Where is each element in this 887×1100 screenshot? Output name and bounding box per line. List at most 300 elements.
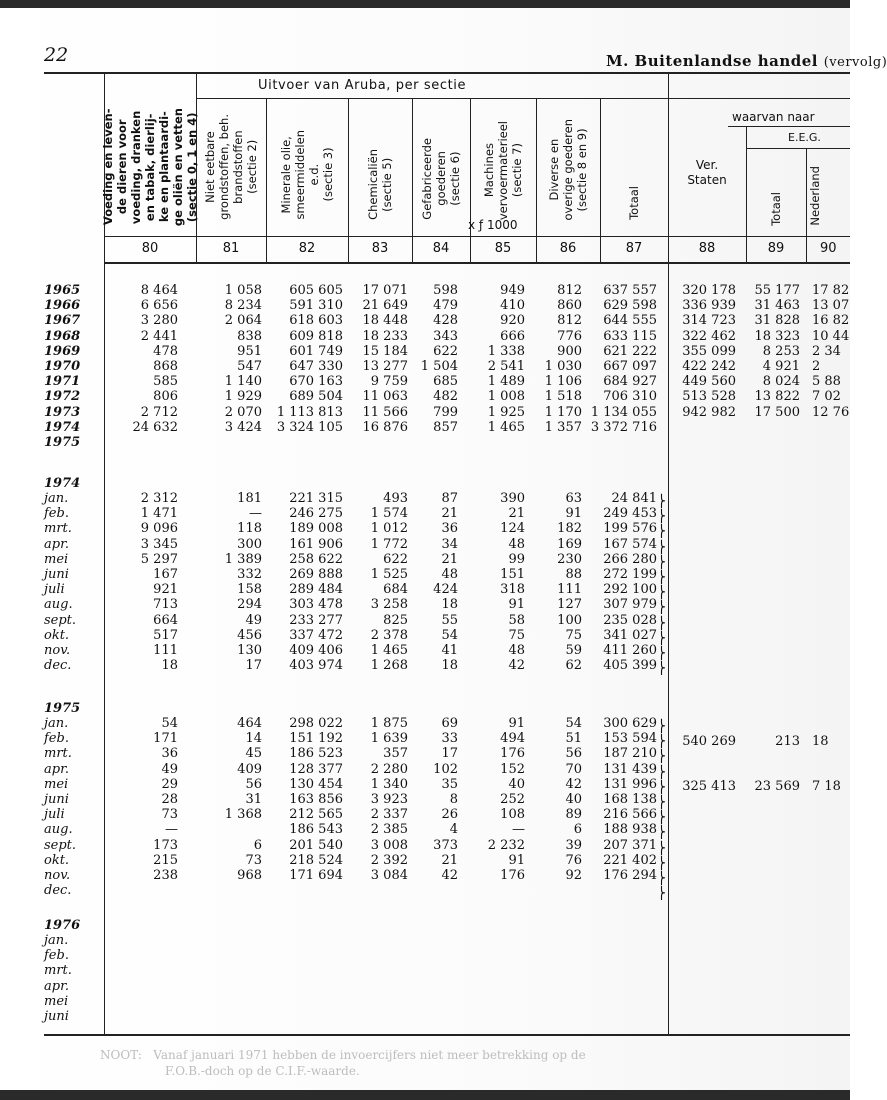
col-number-84: 84 — [432, 241, 450, 256]
month-cell: 39 — [565, 837, 582, 853]
annual-cell: 16 876 — [362, 419, 408, 435]
month-cell: 127 — [557, 597, 582, 613]
col-80-header — [101, 78, 199, 226]
month-cell: 493 — [383, 491, 408, 506]
col-number-89: 89 — [767, 241, 785, 256]
annual-cell: 1 140 — [224, 374, 262, 390]
brace-mark: ⎬ — [657, 554, 666, 569]
month-row-label: sept. — [44, 612, 77, 628]
annual-row-label: 1965 — [44, 283, 81, 298]
month-cell: 1 471 — [140, 506, 178, 522]
month-cell: 76 — [565, 852, 582, 868]
annual-cell: 31 463 — [754, 298, 800, 314]
column-number-bottom-rule — [104, 262, 850, 264]
annual-cell: 949 — [500, 283, 525, 298]
month-cell: 1 340 — [370, 776, 408, 792]
annual-cell: 666 — [500, 328, 525, 344]
month-cell: 152 — [500, 761, 525, 777]
annual-cell: 9 759 — [370, 374, 408, 390]
month-cell: 921 — [153, 582, 178, 598]
month-cell: 1 875 — [370, 716, 408, 731]
month-cell: 2 337 — [370, 807, 408, 823]
month-row-label: mei — [44, 551, 69, 567]
month-cell: 252 — [500, 792, 525, 807]
annual-cell: 1 518 — [544, 389, 582, 405]
month-cell: 456 — [237, 627, 262, 643]
month-cell: 292 100 — [603, 582, 657, 598]
month-cell: 87 — [441, 491, 458, 506]
month-cell: 968 — [237, 868, 262, 883]
waarvan-header: waarvan naar — [732, 110, 815, 124]
month-cell: 409 406 — [289, 643, 343, 658]
quarter-total-cell: 7 18 — [812, 779, 841, 794]
annual-cell: 1 465 — [487, 419, 525, 435]
month-cell: 188 938 — [603, 822, 657, 838]
month-cell: 48 — [508, 536, 525, 552]
brace-mark: ⎬ — [657, 779, 666, 794]
annual-cell: 670 163 — [289, 374, 343, 390]
month-row-label: mrt. — [44, 521, 72, 537]
month-row-label: jan. — [44, 491, 69, 506]
brace-mark: ⎬ — [657, 810, 666, 825]
month-cell: 1 772 — [370, 536, 408, 552]
annual-cell: 806 — [153, 389, 178, 405]
month-cell: 31 — [245, 792, 262, 807]
annual-cell: 10 44 — [812, 328, 850, 344]
month-cell: 158 — [237, 582, 262, 598]
annual-cell: 18 233 — [362, 328, 408, 344]
month-cell: 216 566 — [603, 807, 657, 823]
quarter-total-cell: 18 — [812, 734, 829, 749]
group-title-rule — [196, 98, 850, 99]
annual-cell: 428 — [433, 313, 458, 329]
annual-cell: 422 242 — [682, 359, 736, 374]
month-row-label: apr. — [44, 536, 69, 552]
month-cell: 59 — [565, 643, 582, 658]
annual-cell: 410 — [500, 298, 525, 314]
month-cell: 221 402 — [603, 852, 657, 868]
month-cell: 341 027 — [603, 627, 657, 643]
annual-cell: 706 310 — [603, 389, 657, 405]
annual-cell: 8 464 — [140, 283, 178, 298]
annual-cell: 11 063 — [362, 389, 408, 405]
month-cell: 42 — [441, 868, 458, 883]
month-cell: 40 — [565, 792, 582, 807]
annual-cell: 3 424 — [224, 419, 262, 435]
annual-cell: 17 82 — [812, 283, 850, 298]
annual-cell: 689 504 — [289, 389, 343, 405]
month-cell: 88 — [565, 567, 582, 582]
brace-mark: ⎬ — [657, 871, 666, 886]
annual-cell: 609 818 — [289, 328, 343, 344]
month-cell: 161 906 — [289, 536, 343, 552]
month-cell: 131 996 — [603, 776, 657, 792]
month-cell: 8 — [449, 792, 458, 807]
annual-row-label: 1969 — [44, 343, 81, 359]
annual-cell: 3 280 — [140, 313, 178, 329]
col-number-86: 86 — [559, 241, 577, 256]
month-cell: 171 694 — [289, 868, 343, 883]
annual-cell: 812 — [557, 313, 582, 329]
annual-cell: 355 099 — [682, 343, 736, 359]
month-cell: 171 — [153, 731, 178, 747]
month-cell: 18 — [441, 658, 458, 674]
month-cell: 131 439 — [603, 761, 657, 777]
note-text-1: Vanaf januari 1971 hebben de invoercijfers niet meer betrekking op de — [153, 1048, 586, 1062]
annual-cell: 622 — [433, 343, 458, 359]
month-cell: 249 453 — [603, 506, 657, 522]
month-cell: 2 232 — [487, 837, 525, 853]
brace-mark: ⎬ — [657, 600, 666, 615]
quarter-total-cell: 540 269 — [682, 734, 736, 749]
annual-row-label: 1972 — [44, 389, 81, 405]
col-number-81: 81 — [222, 241, 240, 256]
scan-top-edge — [0, 0, 850, 8]
month-cell: 424 — [433, 582, 458, 598]
month-cell: 24 841 — [611, 491, 657, 506]
annual-cell: 2 541 — [487, 359, 525, 374]
month-cell: 176 — [500, 746, 525, 762]
annual-cell: 449 560 — [682, 374, 736, 390]
month-cell: 36 — [441, 521, 458, 537]
annual-cell: 18 323 — [754, 328, 800, 344]
annual-cell: 479 — [433, 298, 458, 314]
month-cell: 102 — [433, 761, 458, 777]
month-cell: 56 — [565, 746, 582, 762]
annual-cell: 2 — [812, 359, 821, 374]
month-row-label: mei — [44, 776, 69, 792]
month-cell: 173 — [153, 837, 178, 853]
col-87-label: Totaal — [627, 186, 641, 220]
month-cell: 5 297 — [140, 551, 178, 567]
col-rule-87 — [668, 72, 669, 1035]
month-cell: 207 371 — [603, 837, 657, 853]
annual-cell: 1 008 — [487, 389, 525, 405]
annual-row-label: 1970 — [44, 359, 81, 374]
month-cell: 21 — [441, 551, 458, 567]
month-cell: 18 — [441, 597, 458, 613]
month-row-label: juli — [44, 582, 65, 598]
month-cell: 2 378 — [370, 627, 408, 643]
annual-cell: 55 177 — [754, 283, 800, 298]
annual-cell: 314 723 — [682, 313, 736, 329]
month-cell: 684 — [383, 582, 408, 598]
month-cell: 111 — [557, 582, 582, 598]
month-cell: 622 — [383, 551, 408, 567]
col-85-label: Machines vervoermaterieel (sectie 7) — [482, 120, 524, 220]
month-cell: 36 — [161, 746, 178, 762]
col-number-83: 83 — [371, 241, 389, 256]
brace-mark: ⎬ — [657, 509, 666, 524]
col-86-header — [536, 100, 600, 220]
brace-mark: ⎬ — [657, 734, 666, 749]
month-row-label: nov. — [44, 643, 71, 658]
annual-cell: 857 — [433, 419, 458, 435]
scan-bottom-edge — [0, 1090, 850, 1100]
month-cell: 664 — [153, 612, 178, 628]
annual-cell: 13 277 — [362, 359, 408, 374]
month-cell: 1 368 — [224, 807, 262, 823]
month-cell: 91 — [565, 506, 582, 522]
brace-mark: ⎬ — [657, 855, 666, 870]
month-cell: 54 — [565, 716, 582, 731]
month-cell: 92 — [565, 868, 582, 883]
annual-cell: 336 939 — [682, 298, 736, 314]
month-cell: 294 — [237, 597, 262, 613]
month-cell: 26 — [441, 807, 458, 823]
group-title: Uitvoer van Aruba, per sectie — [258, 78, 467, 93]
annual-cell: 585 — [153, 374, 178, 390]
month-cell: 48 — [508, 643, 525, 658]
annual-row-label: 1968 — [44, 328, 81, 344]
month-cell: 51 — [565, 731, 582, 747]
month-cell: 54 — [441, 627, 458, 643]
quarter-total-cell: 23 569 — [754, 779, 800, 794]
annual-cell: 799 — [433, 404, 458, 420]
annual-cell: 11 566 — [362, 404, 408, 420]
annual-cell: 1 170 — [544, 404, 582, 420]
month-cell: 91 — [508, 597, 525, 613]
column-number-top-rule — [104, 236, 850, 237]
month-cell: 186 543 — [289, 822, 343, 838]
month-cell: 168 138 — [603, 792, 657, 807]
month-row-label: apr. — [44, 761, 69, 777]
month-cell: 73 — [245, 852, 262, 868]
month-cell: 21 — [508, 506, 525, 522]
month-cell: 58 — [508, 612, 525, 628]
month-cell: 409 — [237, 761, 262, 777]
col-83-label: Chemicaliën (sectie 5) — [366, 149, 394, 220]
month-cell: 6 — [573, 822, 582, 838]
month-cell: 33 — [441, 731, 458, 747]
month-row-label: feb. — [44, 506, 69, 522]
annual-cell: 618 603 — [289, 313, 343, 329]
month-row-label: juni — [44, 567, 69, 582]
annual-cell: 685 — [433, 374, 458, 390]
col-87-header — [600, 100, 668, 220]
month-cell: 151 — [500, 567, 525, 582]
month-cell: 1 012 — [370, 521, 408, 537]
month-cell: 6 — [253, 837, 262, 853]
month-cell: 464 — [237, 716, 262, 731]
annual-cell: 1 504 — [420, 359, 458, 374]
month-cell: 186 523 — [289, 746, 343, 762]
month-row-label: juni — [44, 792, 69, 807]
col-88-label: Ver. Staten — [687, 158, 727, 187]
month-cell: — — [249, 506, 262, 522]
month-row-label: mei — [44, 993, 69, 1009]
month-cell: 163 856 — [289, 792, 343, 807]
month-row-label: dec. — [44, 658, 72, 674]
month-row-label: dec. — [44, 883, 72, 899]
month-cell: 29 — [161, 776, 178, 792]
note-line-2: F.O.B.-doch op de C.I.F.-waarde. — [165, 1064, 360, 1078]
month-cell: 91 — [508, 852, 525, 868]
month-cell: 2 312 — [140, 491, 178, 506]
month-cell: 49 — [161, 761, 178, 777]
annual-cell: 16 82 — [812, 313, 850, 329]
annual-cell: 21 649 — [362, 298, 408, 314]
month-cell: 2 392 — [370, 852, 408, 868]
month-cell: 337 472 — [289, 627, 343, 643]
month-cell: 100 — [557, 612, 582, 628]
annual-cell: 547 — [237, 359, 262, 374]
month-cell: 41 — [441, 643, 458, 658]
annual-cell: 1 357 — [544, 419, 582, 435]
annual-cell: 1 113 813 — [276, 404, 343, 420]
col-83-header — [348, 100, 412, 220]
month-cell: 303 478 — [289, 597, 343, 613]
year-block-1974-label: 1974 — [44, 476, 81, 491]
month-cell: 14 — [245, 731, 262, 747]
col-number-87: 87 — [625, 241, 643, 256]
col-number-80: 80 — [141, 241, 159, 256]
annual-cell: 3 324 105 — [276, 419, 343, 435]
brace-mark: ⎬ — [657, 539, 666, 554]
col-85-header — [470, 100, 536, 220]
month-cell: 54 — [161, 716, 178, 731]
col-89-header — [746, 150, 806, 226]
annual-cell: 1 925 — [487, 404, 525, 420]
month-cell: 28 — [161, 792, 178, 807]
annual-cell: 601 749 — [289, 343, 343, 359]
month-cell: 825 — [383, 612, 408, 628]
month-cell: 48 — [441, 567, 458, 582]
annual-cell: 7 02 — [812, 389, 841, 405]
month-row-label: feb. — [44, 948, 69, 964]
month-cell: 390 — [500, 491, 525, 506]
section-title-suffix: (vervolg) — [823, 55, 887, 70]
annual-cell: 621 222 — [603, 343, 657, 359]
annual-cell: 24 632 — [132, 419, 178, 435]
col-number-82: 82 — [298, 241, 316, 256]
month-cell: 89 — [565, 807, 582, 823]
month-row-label: okt. — [44, 852, 70, 868]
col-90-header — [808, 150, 850, 226]
annual-cell: 776 — [557, 328, 582, 344]
brace-mark: ⎬ — [657, 585, 666, 600]
month-cell: 3 345 — [140, 536, 178, 552]
month-row-label: jan. — [44, 933, 69, 948]
month-row-label: feb. — [44, 731, 69, 747]
annual-cell: 838 — [237, 328, 262, 344]
col-number-85: 85 — [494, 241, 512, 256]
month-row-label: jan. — [44, 716, 69, 731]
eeg-rule — [746, 148, 850, 149]
month-cell: 181 — [237, 491, 262, 506]
brace-mark: ⎬ — [657, 646, 666, 661]
month-cell: 130 — [237, 643, 262, 658]
month-cell: 201 540 — [289, 837, 343, 853]
month-cell: 4 — [449, 822, 458, 838]
annual-cell: 812 — [557, 283, 582, 298]
annual-cell: 2 34 — [812, 343, 841, 359]
brace-mark: ⎬ — [657, 886, 666, 901]
month-cell: 1 574 — [370, 506, 408, 522]
annual-cell: 478 — [153, 343, 178, 359]
annual-cell: 951 — [237, 343, 262, 359]
annual-cell: 1 489 — [487, 374, 525, 390]
month-row-label: aug. — [44, 597, 73, 613]
month-cell: 118 — [237, 521, 262, 537]
month-cell: 300 629 — [603, 716, 657, 731]
brace-mark: ⎬ — [657, 661, 666, 676]
month-row-label: mrt. — [44, 746, 72, 762]
month-cell: 91 — [508, 716, 525, 731]
page-number: 22 — [44, 44, 69, 66]
col-84-label: Gefabriceerde goederen (sectie 6) — [420, 138, 462, 220]
annual-cell: 1 338 — [487, 343, 525, 359]
annual-cell: 637 557 — [603, 283, 657, 298]
quarter-total-cell: 325 413 — [682, 779, 736, 794]
month-cell: 2 280 — [370, 761, 408, 777]
month-cell: 713 — [153, 597, 178, 613]
month-cell: 17 — [245, 658, 262, 674]
col-82-header — [266, 100, 348, 220]
month-row-label: juli — [44, 807, 65, 823]
annual-cell: 4 921 — [762, 359, 800, 374]
month-cell: 167 574 — [603, 536, 657, 552]
month-cell: 405 399 — [603, 658, 657, 674]
annual-cell: 343 — [433, 328, 458, 344]
annual-cell: 482 — [433, 389, 458, 405]
month-row-label: aug. — [44, 822, 73, 838]
section-title-text: M. Buitenlandse handel — [606, 52, 818, 70]
month-cell: 266 280 — [603, 551, 657, 567]
month-cell: 99 — [508, 551, 525, 567]
year-block-1976-label: 1976 — [44, 918, 81, 933]
brace-mark: ⎬ — [657, 749, 666, 764]
month-cell: 176 — [500, 868, 525, 883]
month-cell: 151 192 — [289, 731, 343, 747]
brace-mark: ⎬ — [657, 795, 666, 810]
month-cell: 517 — [153, 627, 178, 643]
brace-mark: ⎬ — [657, 630, 666, 645]
month-cell: 218 524 — [289, 852, 343, 868]
brace-mark: ⎬ — [657, 524, 666, 539]
annual-cell: 3 372 716 — [590, 419, 657, 435]
annual-cell: 667 097 — [603, 359, 657, 374]
month-cell: 108 — [500, 807, 525, 823]
month-cell: 3 008 — [370, 837, 408, 853]
month-cell: 17 — [441, 746, 458, 762]
annual-cell: 868 — [153, 359, 178, 374]
month-cell: 111 — [153, 643, 178, 658]
annual-row-label: 1966 — [44, 298, 81, 314]
month-cell: 9 096 — [140, 521, 178, 537]
annual-cell: 2 712 — [140, 404, 178, 420]
annual-cell: 860 — [557, 298, 582, 314]
annual-cell: 31 828 — [754, 313, 800, 329]
month-cell: 233 277 — [289, 612, 343, 628]
annual-cell: 1 106 — [544, 374, 582, 390]
month-cell: 182 — [557, 521, 582, 537]
annual-cell: 942 982 — [682, 404, 736, 420]
brace-mark: ⎬ — [657, 825, 666, 840]
month-cell: 130 454 — [289, 776, 343, 792]
annual-cell: 5 88 — [812, 374, 841, 390]
month-cell: 40 — [508, 776, 525, 792]
month-cell: 73 — [161, 807, 178, 823]
col-82-label: Minerale olie, smeermiddelen e.d. (sectie 3) — [279, 130, 335, 220]
month-cell: 318 — [500, 582, 525, 598]
month-cell: 167 — [153, 567, 178, 582]
month-cell: 199 576 — [603, 521, 657, 537]
col-number-90: 90 — [820, 241, 837, 256]
section-title — [606, 52, 887, 70]
note — [100, 1048, 586, 1062]
brace-mark: ⎬ — [657, 615, 666, 630]
